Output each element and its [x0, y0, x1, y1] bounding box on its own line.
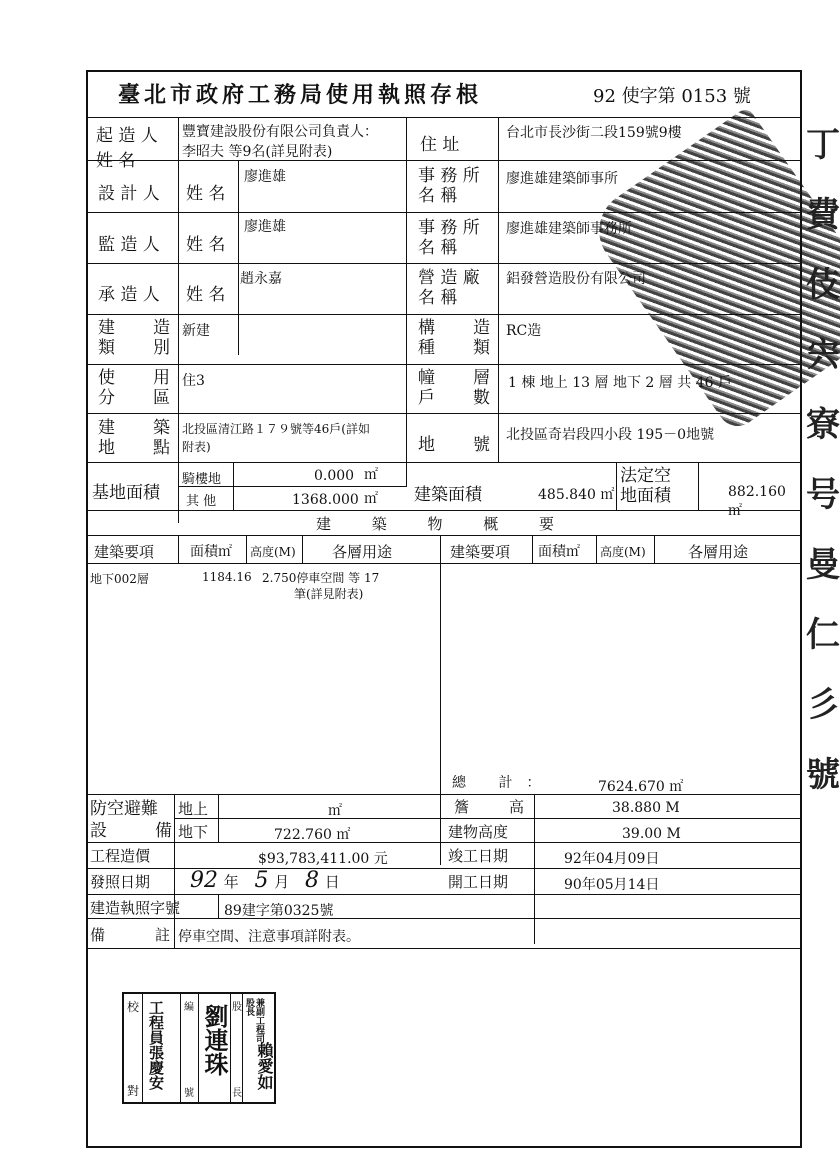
builder-value: 豐寶建設股份有限公司負責人： 李昭夫 等9名(詳見附表) — [182, 124, 378, 160]
summary-row-area: 1184.16 — [202, 570, 252, 584]
building-area-label: 建築面積 — [414, 485, 482, 505]
other-unit: ㎡ — [364, 491, 378, 507]
height-label: 建物高度 — [448, 823, 509, 841]
zoning-value: 住3 — [182, 373, 205, 389]
stamp-col6: 兼副工程司股長 — [244, 998, 264, 1043]
summary-header-use-r: 各層用途 — [688, 543, 749, 561]
arcade-label: 騎樓地 — [182, 472, 222, 487]
stamp-col3: 編 — [184, 1002, 194, 1013]
stamp-col5b: 長 — [232, 1088, 242, 1099]
start-label: 開工日期 — [448, 873, 509, 891]
supervisor-office-value: 廖進雄建築師事務所 — [506, 221, 632, 237]
build-type-value: 新建 — [182, 323, 210, 339]
designer-name: 廖進雄 — [244, 169, 286, 185]
shelter-above-label: 地上 — [178, 800, 209, 818]
designer-sub: 姓 名 — [186, 184, 226, 204]
structure-value: RC造 — [506, 323, 542, 339]
contractor-company-value: 鋁發營造股份有限公司 — [506, 271, 646, 287]
floors-label: 幢 層 戶 數 — [418, 368, 490, 408]
open-space-value: 882.160 ㎡ — [728, 484, 786, 519]
address-label: 住 址 — [420, 135, 460, 155]
arcade-unit: ㎡ — [364, 467, 378, 483]
zoning-label: 使 用 分 區 — [98, 368, 170, 408]
margin-glyphs: 丁 費 伎 宍 寮 号 曼 仁 彡 號 — [806, 125, 840, 795]
summary-header-height-r: 高度(M) — [600, 545, 646, 559]
floors-value: 1 棟 地上 13 層 地下 2 層 共 46 戶 — [508, 375, 732, 391]
summary-header-item: 建築要項 — [94, 543, 155, 561]
other-value: 1368.000 — [292, 492, 359, 508]
build-type-label: 建 造 類 別 — [98, 318, 170, 358]
address-value: 台北市長沙街二段159號9樓 — [506, 125, 682, 141]
site-area-label: 基地面積 — [92, 483, 160, 503]
completion-value: 92年04月09日 — [564, 851, 660, 867]
supervisor-office-label: 事 務 所 名 稱 — [418, 218, 480, 258]
shelter-label: 防空避難 設 備 — [90, 799, 172, 841]
height-value: 39.00 M — [622, 826, 681, 842]
shelter-below-value: 722.760 ㎡ — [274, 827, 351, 843]
summary-row-use: 2.750停車空間 等 17 筆(詳見附表) — [262, 571, 380, 601]
form-title: 臺北市政府工務局使用執照存根 — [118, 82, 483, 108]
summary-row-item: 地下002層 — [90, 572, 149, 586]
remarks-value: 停車空間、注意事項詳附表。 — [178, 929, 360, 945]
supervisor-label: 監 造 人 — [98, 235, 160, 255]
permit-form — [86, 70, 802, 1148]
other-label: 其 他 — [186, 494, 217, 509]
stamp-col1b: 對 — [127, 1084, 140, 1098]
approval-stamp — [122, 992, 276, 1104]
cost-value: $93,783,411.00 元 — [258, 851, 388, 867]
summary-header-area-r: 面積㎡ — [538, 544, 580, 560]
stamp-col2: 工程員張慶安 — [147, 1000, 165, 1090]
open-space-label: 法定空 地面積 — [620, 466, 671, 506]
issue-label: 發照日期 — [90, 873, 151, 891]
stamp-col3b: 號 — [184, 1088, 194, 1099]
remarks-label: 備 註 — [90, 926, 170, 944]
completion-label: 竣工日期 — [448, 847, 509, 865]
stamp-col5: 股 — [232, 1002, 242, 1013]
cost-label: 工程造價 — [90, 847, 151, 865]
shelter-above-value: ㎡ — [328, 803, 342, 819]
summary-header-area: 面積㎡ — [190, 544, 232, 560]
summary-header-use: 各層用途 — [332, 543, 393, 561]
structure-label: 構 造 種 類 — [418, 318, 490, 358]
start-value: 90年05月14日 — [564, 877, 660, 893]
lot-label: 地 號 — [418, 435, 490, 455]
build-permit-label: 建造執照字號 — [90, 899, 181, 917]
stamp-col4: 劉連珠 — [200, 1004, 229, 1076]
supervisor-sub: 姓 名 — [186, 235, 226, 255]
lot-value: 北投區奇岩段四小段 195－0地號 — [506, 427, 715, 443]
stamp-col1: 校 — [127, 1000, 140, 1014]
builder-label: 起 造 人 姓 名 — [96, 126, 158, 171]
issue-date: 92 年 5 月 8 日 — [190, 868, 340, 893]
summary-total-value: 7624.670 ㎡ — [598, 779, 684, 795]
eave-label: 簷 高 — [454, 798, 524, 816]
rule — [88, 117, 800, 118]
supervisor-name: 廖進雄 — [244, 219, 286, 235]
location-label: 建 築 地 點 — [98, 418, 170, 458]
permit-number: 92 使字第 0153 號 — [593, 86, 751, 107]
contractor-name: 趙永嘉 — [240, 271, 282, 287]
designer-office-label: 事 務 所 名 稱 — [418, 166, 480, 206]
summary-total-label: 總 計： — [452, 775, 555, 791]
eave-value: 38.880 M — [612, 800, 680, 816]
designer-office-value: 廖進雄建築師事所 — [506, 171, 618, 187]
contractor-label: 承 造 人 — [98, 285, 160, 305]
stamp-col7: 賴愛如 — [255, 1042, 274, 1090]
summary-title: 建 築 物 概 要 — [315, 515, 573, 533]
shelter-below-label: 地下 — [178, 823, 209, 841]
location-value: 北投區清江路１７９號等46戶(詳如 附表) — [182, 422, 370, 454]
building-area-value: 485.840 ㎡ — [538, 487, 615, 503]
summary-header-height: 高度(M) — [250, 545, 296, 559]
build-permit-value: 89建字第0325號 — [224, 903, 334, 919]
summary-header-item-r: 建築要項 — [450, 543, 511, 561]
designer-label: 設 計 人 — [98, 184, 160, 204]
contractor-company-label: 營 造 廠 名 稱 — [418, 268, 480, 308]
arcade-value: 0.000 — [314, 468, 355, 484]
contractor-sub: 姓 名 — [186, 285, 226, 305]
